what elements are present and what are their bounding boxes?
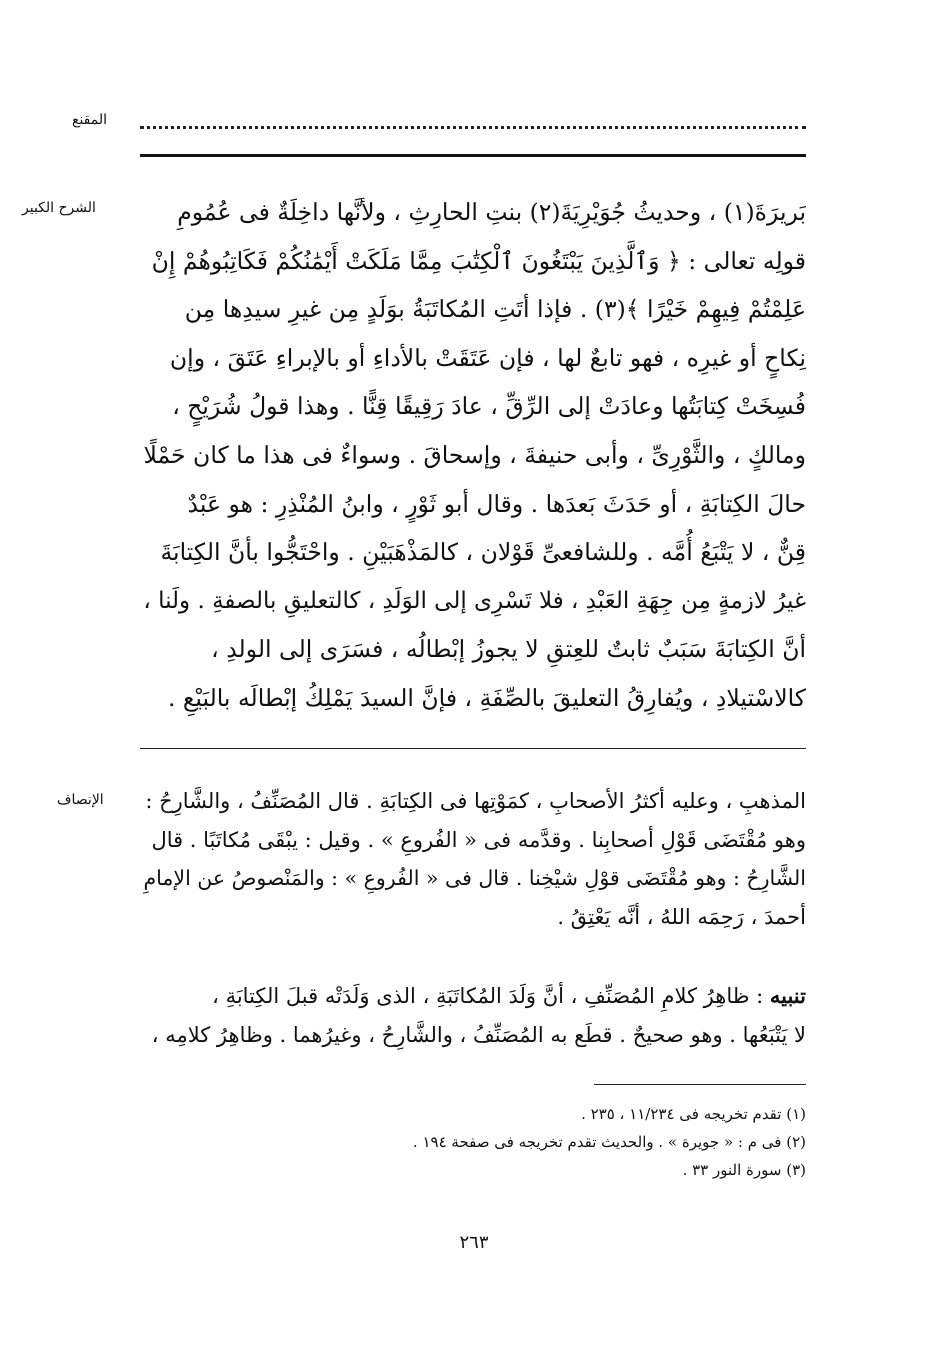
margin-label-sharh-al-kabir: الشرح الكبير <box>22 200 96 216</box>
text-line: كالاسْتيلادِ ، ويُفارِقُ التعليقَ بالصِّفَةِ ، فإنَّ السيدَ يَمْلِكُ إبْطالَه بالبَيْعِ . <box>167 683 806 712</box>
footnote: (١) تقدم تخريجه فى ١١/٢٣٤ ، ٢٣٥ . <box>581 1105 806 1123</box>
footnote: (٢) فى م : « جويرة » . والحديث تقدم تخريجه فى صفحة ١٩٤ . <box>412 1133 806 1151</box>
page-number: ٢٦٣ <box>459 1232 489 1253</box>
text-line: حالَ الكِتابَةِ ، أو حَدَثَ بَعدَها . وقال أبو ثَوْرٍ ، وابنُ المُنْذِرِ : هو عَبْدٌ <box>187 489 806 518</box>
text-line: عَلِمْتُمْ فِيهِمْ خَيْرًا ﴾(٣) . فإذا أتَتِ المُكاتَبَةُ بوَلَدٍ مِن غيرِ سيدِها مِن <box>184 295 806 324</box>
text-line: ومالكٍ ، والثَّوْرِىِّ ، وأبى حنيفةَ ، وإسحاقَ . وسواءٌ فى هذا ما كان حَمْلًا <box>143 440 806 469</box>
main-commentary-text <box>140 188 806 723</box>
footnote-rule <box>594 1084 806 1085</box>
text-line: غيرُ لازمةٍ مِن جِهَةِ العَبْدِ ، فلا تَسْرِى إلى الوَلَدِ ، كالتعليقِ بالصفةِ . ولَنا ، <box>143 587 806 614</box>
text-line: الشَّارِحُ : وهو مُقْتَضَى قوْلِ شيْخِنا . قال فى « الفُروعِ » : والمَنْصوصُ عن الإمامِ <box>143 866 806 890</box>
text-line: فُسِخَتْ كِتابَتُها وعادَتْ إلى الرِّقِّ ، عادَ رَقِيقًا قِنًّا . وهذا قولُ شُرَيْحٍ ، <box>172 392 806 421</box>
tanbih-first-line: : ظاهِرُ كلامِ المُصَنِّفِ ، أنَّ وَلَدَ المُكاتَبَةِ ، الذى وَلَدَتْه قبلَ الكِتابَةِ ، <box>212 984 770 1008</box>
tanbih-paragraph <box>140 977 806 1054</box>
footnote: (٣) سورة النور ٣٣ . <box>682 1161 806 1179</box>
header-rule <box>140 154 806 157</box>
insaf-text <box>140 782 806 936</box>
margin-label-insaf: الإنصاف <box>57 792 104 808</box>
text-line: بَريرَةَ(١) ، وحديثُ جُوَيْرِيَةَ(٢) بنتِ الحارِثِ ، ولأنَّها داخِلَةٌ فى عُمُومِ <box>177 198 806 226</box>
text-line <box>140 977 806 1016</box>
header-dotted-line <box>140 112 806 129</box>
section-divider <box>140 748 806 749</box>
text-line: وهو مُقْتَضَى قَوْلِ أصحابِنا . وقدَّمه فى « الفُروعِ » . وقيل : يبْقَى مُكاتَبًا . قال <box>151 827 806 852</box>
text-line: لا يَتْبَعُها . وهو صحيحٌ . قطَع به المُصَنِّفُ ، والشَّارِحُ ، وغيرُهما . وظاهِرُ كلامِه ، <box>151 1022 806 1047</box>
text-line: قولِه تعالى : ﴿ وَٱلَّذِينَ يَبْتَغُونَ ٱلْكِتَٰبَ مِمَّا مَلَكَتْ أَيْمَٰنُكُمْ فَكَاتِبُوهُمْ إِنْ <box>151 246 806 275</box>
tanbih-heading: تنبيه <box>769 983 806 1008</box>
text-line: المذهبِ ، وعليه أكثرُ الأصحابِ ، كمَوْتِها فى الكِتابَةِ . قال المُصَنِّفُ ، والشَّارِحُ : <box>145 789 806 813</box>
text-line: قِنٌّ ، لا يَتْبَعُ أُمَّه . وللشافعىِّ قَوْلان ، كالمَذْهَبَيْنِ . واحْتَجُّوا بأنَّ الكِتابَةَ <box>160 538 806 567</box>
text-line: أنَّ الكِتابَةَ سَبَبٌ ثابتٌ للعِتقِ لا يجوزُ إبْطالُه ، فسَرَى إلى الولدِ ، <box>211 635 806 664</box>
text-line: نِكاحٍ أو غيرِه ، فهو تابعٌ لها ، فإن عَتَقَتْ بالأداءِ أو بالإبراءِ عَتَقَ ، وإن <box>169 343 806 372</box>
text-line: أحمدَ ، رَحِمَه اللهُ ، أنَّه يَعْتِقُ . <box>557 904 806 929</box>
running-title: المقنع <box>72 112 108 128</box>
footnotes <box>140 1100 806 1184</box>
